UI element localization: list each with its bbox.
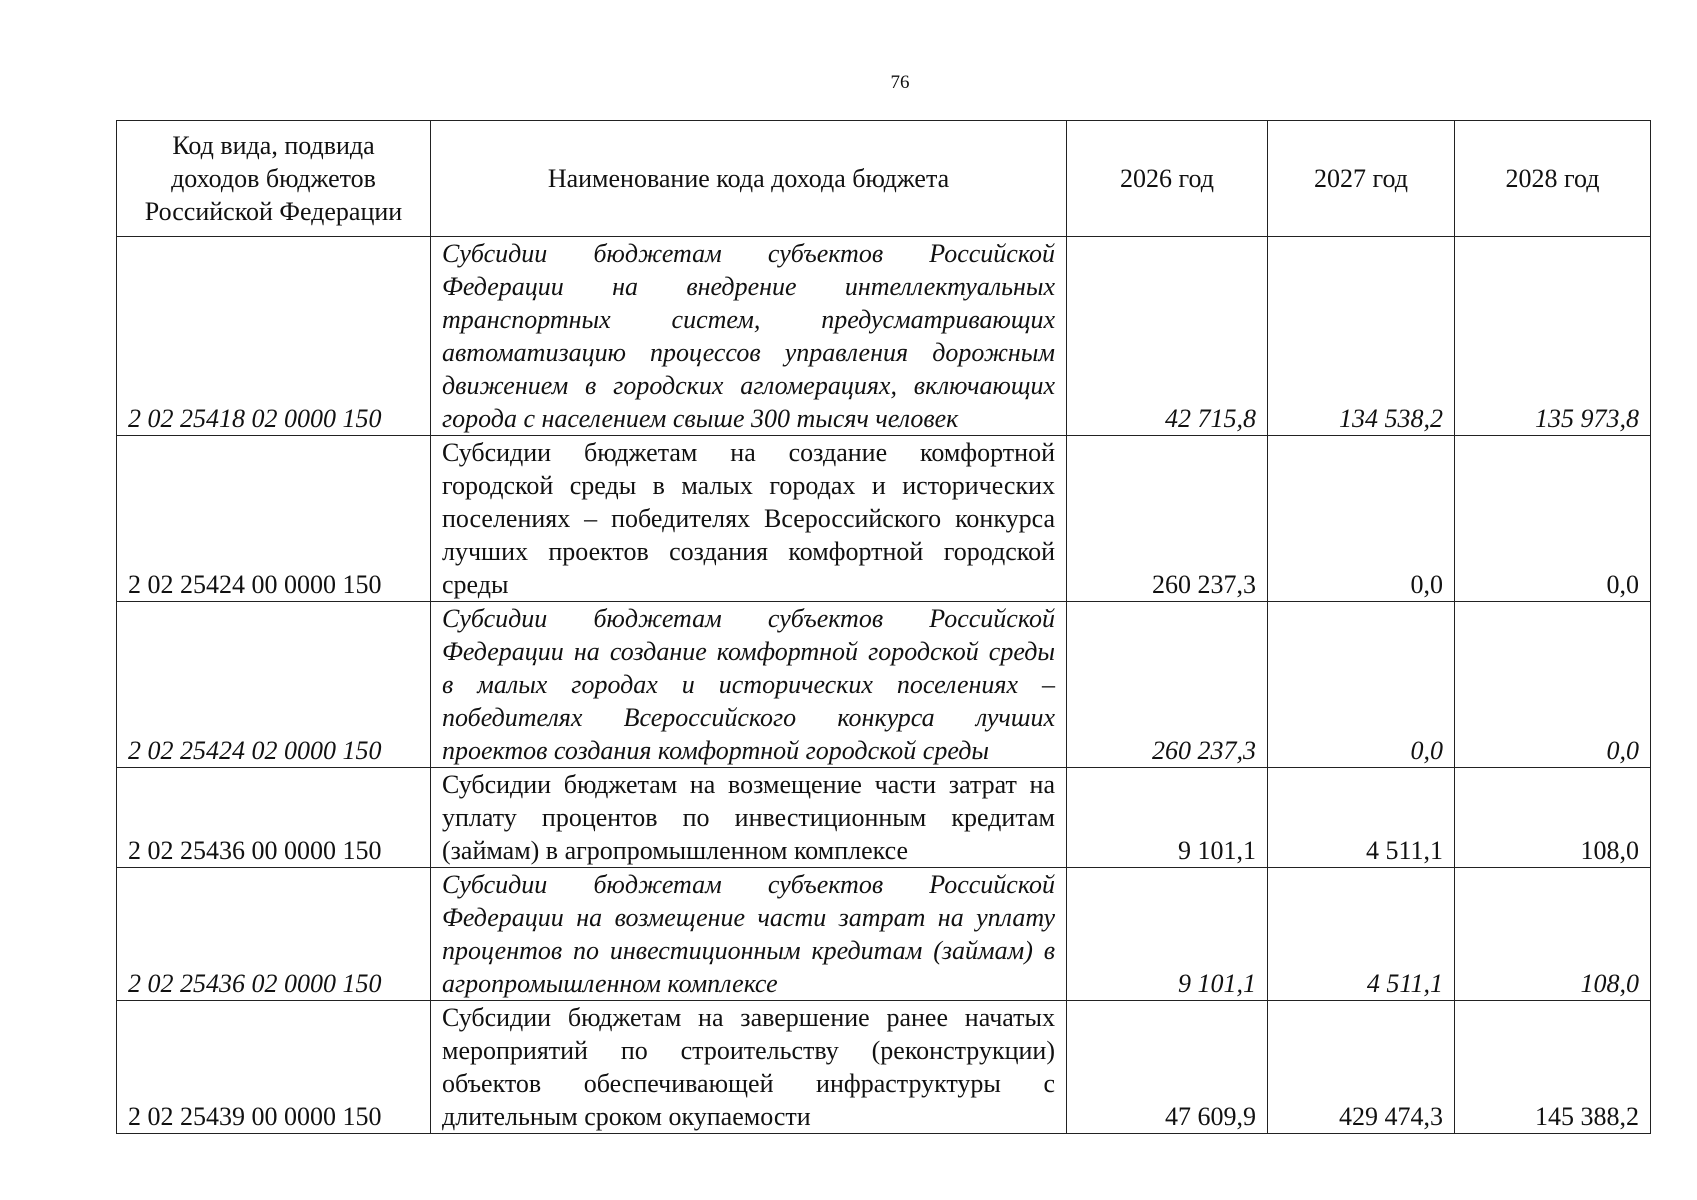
income-name: Субсидии бюджетам субъектов Российской Федерации на возмещение части затрат на уплату процентов по инвестиционным кредитам (займам) в агропромышленном комплексе <box>431 868 1067 1001</box>
value-2027: 0,0 <box>1268 602 1455 768</box>
header-code: Код вида, подвида доходов бюджетов Российской Федерации <box>117 121 431 237</box>
income-name: Субсидии бюджетам на создание комфортной городской среды в малых городах и исторических поселениях – победителях Всероссийского конкурса лучших проектов создания комфортной городской среды <box>431 436 1067 602</box>
value-2026: 260 237,3 <box>1067 436 1268 602</box>
table-row <box>117 768 1651 868</box>
table-row <box>117 602 1651 768</box>
value-2026: 9 101,1 <box>1067 768 1268 868</box>
value-2027: 4 511,1 <box>1268 868 1455 1001</box>
value-2028: 108,0 <box>1455 868 1651 1001</box>
table-row <box>117 1001 1651 1134</box>
table-row <box>117 237 1651 436</box>
value-2028: 0,0 <box>1455 436 1651 602</box>
value-2026: 9 101,1 <box>1067 868 1268 1001</box>
table-row <box>117 868 1651 1001</box>
value-2027: 134 538,2 <box>1268 237 1455 436</box>
value-2026: 42 715,8 <box>1067 237 1268 436</box>
income-code: 2 02 25424 02 0000 150 <box>117 602 431 768</box>
value-2028: 108,0 <box>1455 768 1651 868</box>
table-row <box>117 436 1651 602</box>
income-name: Субсидии бюджетам на завершение ранее начатых мероприятий по строительству (реконструкции) объектов обеспечивающей инфраструктуры с длительным сроком окупаемости <box>431 1001 1067 1134</box>
income-name: Субсидии бюджетам на возмещение части затрат на уплату процентов по инвестиционным кредитам (займам) в агропромышленном комплексе <box>431 768 1067 868</box>
header-2026: 2026 год <box>1067 121 1268 237</box>
header-name: Наименование кода дохода бюджета <box>431 121 1067 237</box>
budget-income-table <box>116 120 1651 1134</box>
income-name: Субсидии бюджетам субъектов Российской Федерации на внедрение интеллектуальных транспортных систем, предусматривающих автоматизацию процессов управления дорожным движением в городских агломерациях, включающих города с населением свыше 300 тысяч человек <box>431 237 1067 436</box>
value-2026: 260 237,3 <box>1067 602 1268 768</box>
income-code: 2 02 25424 00 0000 150 <box>117 436 431 602</box>
value-2027: 429 474,3 <box>1268 1001 1455 1134</box>
header-2027: 2027 год <box>1268 121 1455 237</box>
header-2028: 2028 год <box>1455 121 1651 237</box>
value-2027: 0,0 <box>1268 436 1455 602</box>
value-2028: 135 973,8 <box>1455 237 1651 436</box>
value-2028: 0,0 <box>1455 602 1651 768</box>
value-2028: 145 388,2 <box>1455 1001 1651 1134</box>
page-number: 76 <box>890 72 910 93</box>
income-name: Субсидии бюджетам субъектов Российской Федерации на создание комфортной городской среды в малых городах и исторических поселениях – победителях Всероссийского конкурса лучших проектов создания комфортной городской среды <box>431 602 1067 768</box>
income-code: 2 02 25436 00 0000 150 <box>117 768 431 868</box>
income-code: 2 02 25436 02 0000 150 <box>117 868 431 1001</box>
value-2027: 4 511,1 <box>1268 768 1455 868</box>
income-code: 2 02 25418 02 0000 150 <box>117 237 431 436</box>
table-header-row <box>117 121 1651 237</box>
value-2026: 47 609,9 <box>1067 1001 1268 1134</box>
income-code: 2 02 25439 00 0000 150 <box>117 1001 431 1134</box>
